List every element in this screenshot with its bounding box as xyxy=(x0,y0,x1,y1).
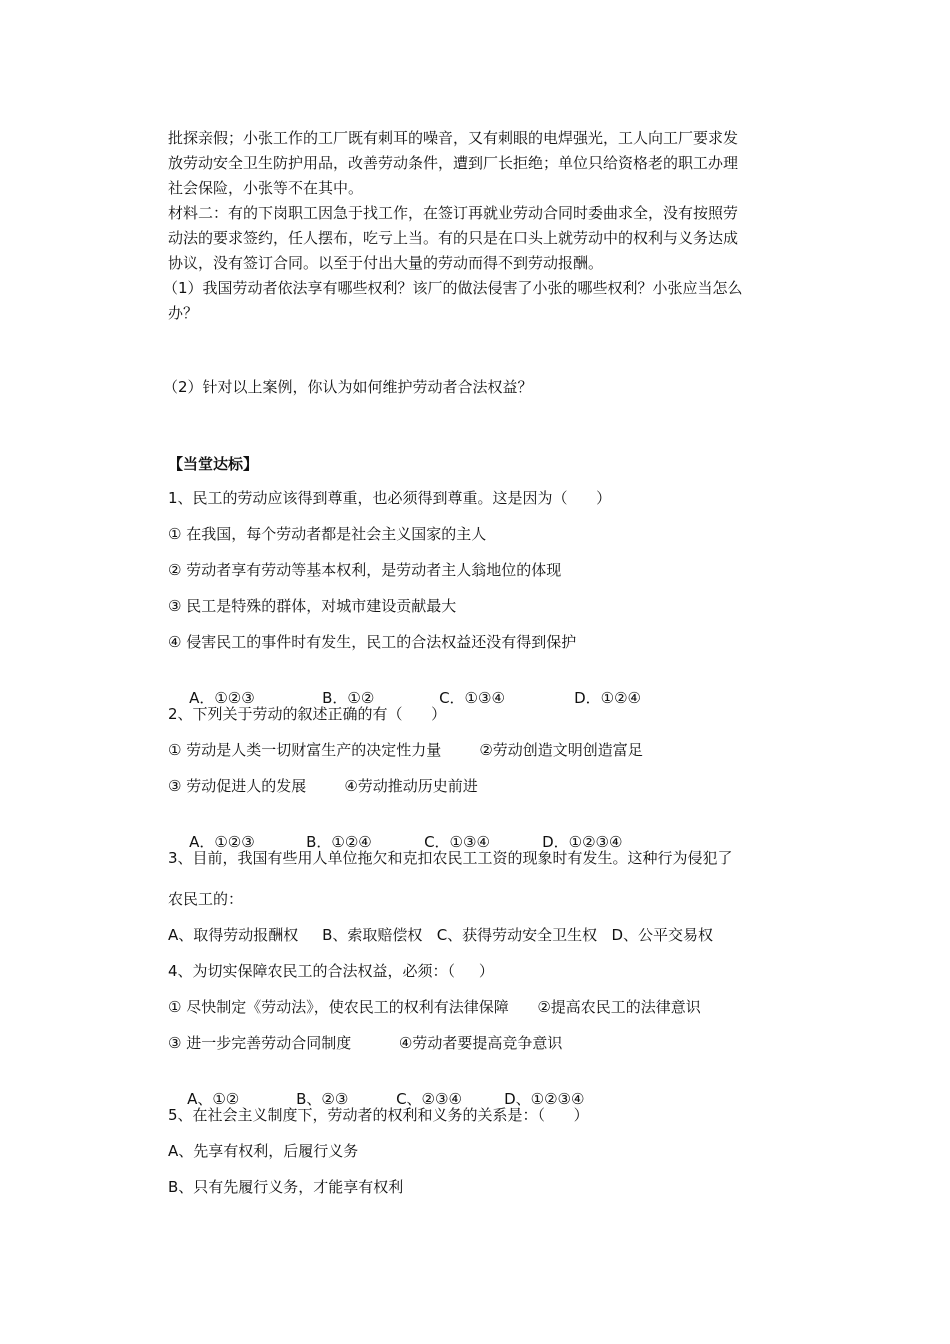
q1-item: ③ 民工是特殊的群体，对城市建设贡献最大 xyxy=(168,597,457,615)
case-text-line: 放劳动安全卫生防护用品，改善劳动条件，遭到厂长拒绝；单位只给资格老的职工办理 xyxy=(168,154,739,172)
option-a: A．①②③ xyxy=(189,833,255,851)
q1-item: ① 在我国，每个劳动者都是社会主义国家的主人 xyxy=(168,525,487,543)
q2-item: ③ 劳动促进人的发展 ④劳动推动历史前进 xyxy=(168,777,478,795)
option-b: B．①②④ xyxy=(306,833,372,851)
q1-stem: 1、民工的劳动应该得到尊重，也必须得到尊重。这是因为（ ） xyxy=(168,489,612,507)
q5-item: B、只有先履行义务，才能享有权利 xyxy=(168,1178,404,1196)
q3-stem: 3、目前，我国有些用人单位拖欠和克扣农民工工资的现象时有发生。这种行为侵犯了 xyxy=(168,849,733,867)
case-text-line: 协议，没有签订合同。以至于付出大量的劳动而得不到劳动报酬。 xyxy=(168,254,604,272)
case-text-line: 批探亲假；小张工作的工厂既有刺耳的噪音，又有刺眼的电焊强光，工人向工厂要求发 xyxy=(168,129,739,147)
option-c: C．①③④ xyxy=(439,689,505,707)
option-d: D．①②③④ xyxy=(542,833,623,851)
option-c: C．①③④ xyxy=(424,833,490,851)
q2-stem: 2、下列关于劳动的叙述正确的有（ ） xyxy=(168,705,447,723)
q3-stem: 农民工的： xyxy=(168,890,244,908)
option-a: A、①② xyxy=(187,1090,240,1108)
option-d: D．①②④ xyxy=(574,689,641,707)
option-b: B．①② xyxy=(322,689,375,707)
case-text-line: 动法的要求签约，任人摆布，吃亏上当。有的只是在口头上就劳动中的权利与义务达成 xyxy=(168,229,739,247)
case-text-line: 材料二：有的下岗职工因急于找工作，在签订再就业劳动合同时委曲求全，没有按照劳 xyxy=(168,204,739,222)
option-a: A．①②③ xyxy=(189,689,255,707)
q4-item: ① 尽快制定《劳动法》，使农民工的权利有法律保障 ②提高农民工的法律意识 xyxy=(168,998,701,1016)
section-title: 【当堂达标】 xyxy=(168,455,259,473)
q1-item: ② 劳动者享有劳动等基本权利，是劳动者主人翁地位的体现 xyxy=(168,561,562,579)
question-1-line: 办？ xyxy=(168,304,199,322)
q3-options: A、取得劳动报酬权 B、索取赔偿权 C、获得劳动安全卫生权 D、公平交易权 xyxy=(168,926,714,944)
q5-item: A、先享有权利，后履行义务 xyxy=(168,1142,359,1160)
q4-item: ③ 进一步完善劳动合同制度 ④劳动者要提高竞争意识 xyxy=(168,1034,563,1052)
question-2: （2）针对以上案例，你认为如何维护劳动者合法权益？ xyxy=(163,378,533,396)
q2-item: ① 劳动是人类一切财富生产的决定性力量 ②劳动创造文明创造富足 xyxy=(168,741,643,759)
q5-stem: 5、在社会主义制度下，劳动者的权利和义务的关系是：（ ） xyxy=(168,1106,589,1124)
option-b: B、②③ xyxy=(296,1090,349,1108)
q4-stem: 4、为切实保障农民工的合法权益，必须：（ ） xyxy=(168,962,494,980)
q1-item: ④ 侵害民工的事件时有发生，民工的合法权益还没有得到保护 xyxy=(168,633,577,651)
question-1-line: （1）我国劳动者依法享有哪些权利？该厂的做法侵害了小张的哪些权利？小张应当怎么 xyxy=(163,279,743,297)
option-c: C、②③④ xyxy=(396,1090,462,1108)
case-text-line: 社会保险，小张等不在其中。 xyxy=(168,179,364,197)
option-d: D、①②③④ xyxy=(504,1090,585,1108)
